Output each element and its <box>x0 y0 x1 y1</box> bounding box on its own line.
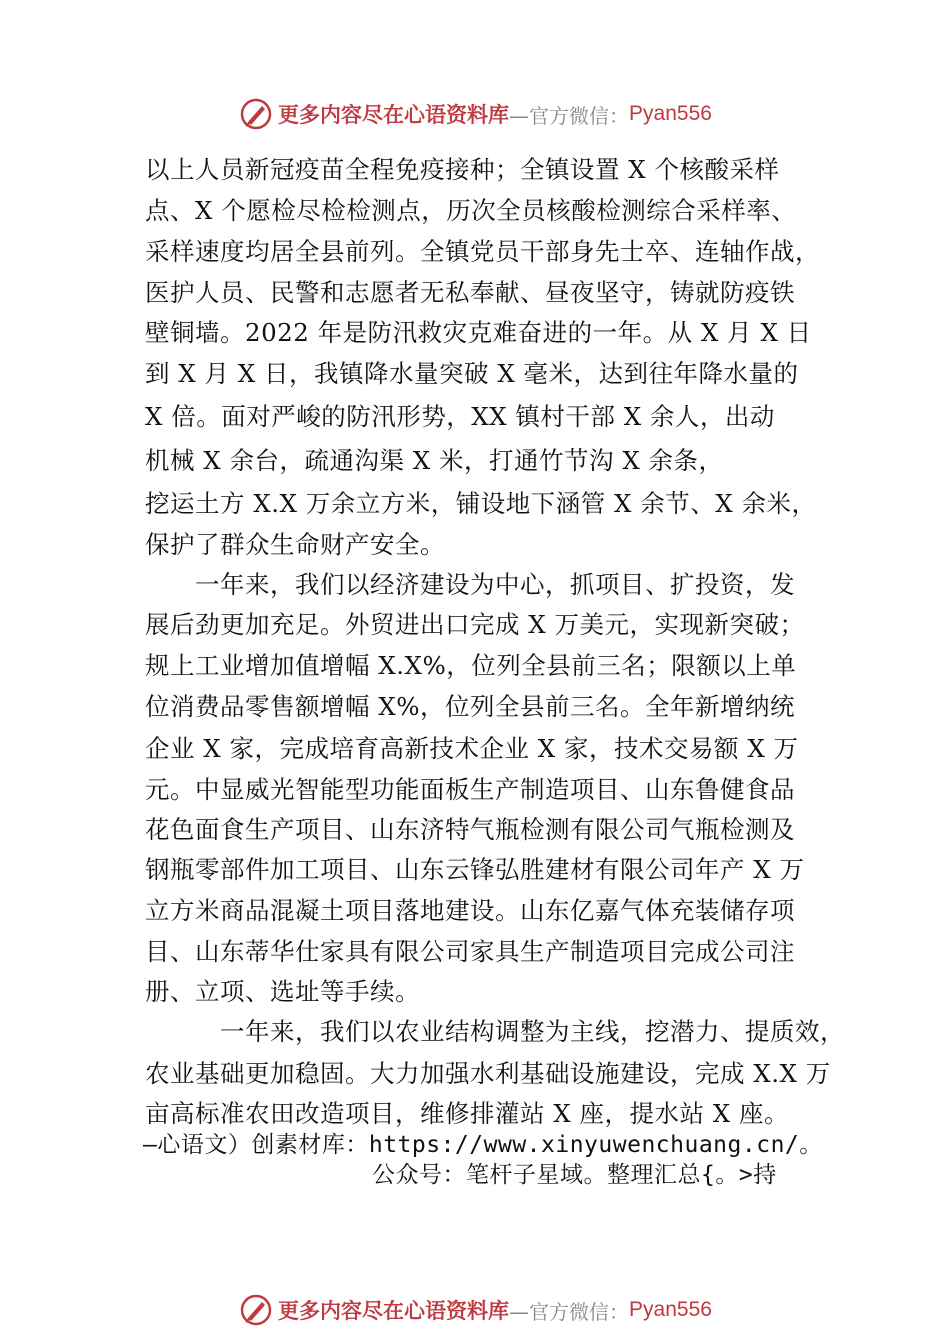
body-line: 位消费品零售额增幅 X%，位列全县前三名。全年新增纳统 <box>145 692 796 721</box>
body-line: 采样速度均居全县前列。全镇党员干部身先士卒、连轴作战， <box>145 237 820 266</box>
footer-brand: 更多内容尽在心语资料库 <box>278 1298 510 1323</box>
header-brand: 更多内容尽在心语资料库 <box>278 102 510 127</box>
pen-logo-icon <box>238 96 274 132</box>
body-line: 立方米商品混凝土项目落地建设。山东亿嘉气体充装储存项 <box>145 896 795 925</box>
body-line: 花色面食生产项目、山东济特气瓶检测有限公司气瓶检测及 <box>145 815 795 844</box>
body-line: 展后劲更加充足。外贸进出口完成 X 万美元，实现新突破； <box>145 610 805 639</box>
body-line: 元。中显威光智能型功能面板生产制造项目、山东鲁健食品 <box>145 775 795 804</box>
body-line: 挖运土方 X.X 万余立方米，铺设地下涵管 X 余节、X 余米， <box>145 489 817 518</box>
footer-note-line: 公众号：笔杆子星域。整理汇总{。>持 <box>372 1162 777 1188</box>
body-line: 一年来，我们以农业结构调整为主线，挖潜力、提质效， <box>145 1017 845 1046</box>
body-line: 册、立项、选址等手续。 <box>145 977 420 1006</box>
body-line: 医护人员、民警和志愿者无私奉献、昼夜坚守，铸就防疫铁 <box>145 278 795 307</box>
body-line: 一年来，我们以经济建设为中心，抓项目、扩投资，发 <box>145 570 795 599</box>
footer-separator: —官方微信： <box>509 1299 630 1324</box>
body-line: 到 X 月 X 日，我镇降水量突破 X 毫米，达到往年降水量的 <box>145 359 799 388</box>
header-wechat-id: Pyan556 <box>629 102 712 125</box>
footer-wechat-id: Pyan556 <box>629 1298 712 1321</box>
body-line: 壁铜墙。2022 年是防汛救灾克难奋进的一年。从 X 月 X 日 <box>145 318 812 347</box>
header-banner <box>0 94 950 134</box>
body-line: 目、山东蒂华仕家具有限公司家具生产制造项目完成公司注 <box>145 937 795 966</box>
body-line: 农业基础更加稳固。大力加强水利基础设施建设，完成 X.X 万 <box>145 1059 831 1088</box>
header-separator: —官方微信： <box>509 103 630 128</box>
body-line: X 倍。面对严峻的防汛形势，XX 镇村干部 X 余人，出动 <box>145 402 775 431</box>
body-line: 亩高标准农田改造项目，维修排灌站 X 座，提水站 X 座。 <box>145 1099 790 1128</box>
body-line: 保护了群众生命财产安全。 <box>145 530 445 559</box>
pen-logo-icon <box>238 1292 274 1328</box>
body-line: 钢瓶零部件加工项目、山东云锋弘胜建材有限公司年产 X 万 <box>145 855 805 884</box>
body-line: 以上人员新冠疫苗全程免疫接种；全镇设置 X 个核酸采样 <box>145 155 780 184</box>
source-line: —心语文）创素材库：https://www.xinyuwenchuang.cn/。 <box>143 1132 823 1158</box>
body-line: 规上工业增加值增幅 X.X%，位列全县前三名；限额以上单 <box>145 651 797 680</box>
footer-banner <box>0 1290 950 1330</box>
body-line: 企业 X 家，完成培育高新技术企业 X 家，技术交易额 X 万 <box>145 734 799 763</box>
body-line: 点、X 个愿检尽检检测点，历次全员核酸检测综合采样率、 <box>145 196 797 225</box>
body-line: 机械 X 余台，疏通沟渠 X 米，打通竹节沟 X 余条， <box>145 446 724 475</box>
